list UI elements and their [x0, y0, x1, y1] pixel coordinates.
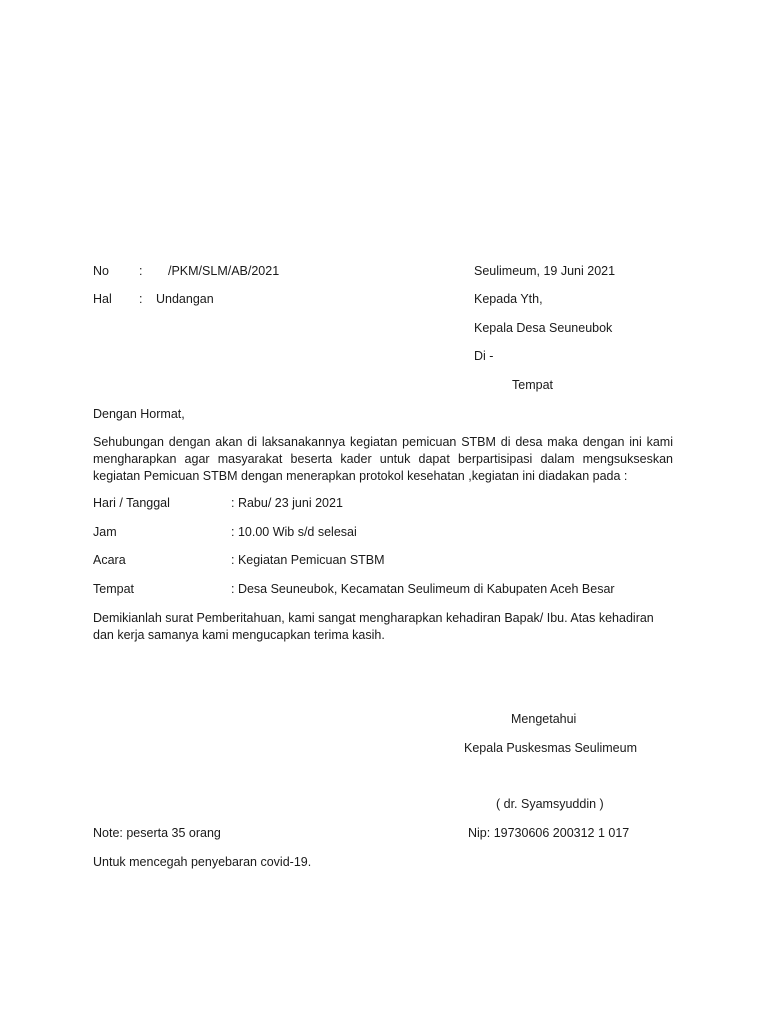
signature-nip: Nip: 19730606 200312 1 017: [468, 826, 630, 840]
letter-subject: Undangan: [156, 292, 214, 306]
detail-label-date: Hari / Tanggal: [93, 496, 170, 510]
number-colon: :: [139, 264, 143, 278]
signature-name: ( dr. Syamsyuddin ): [496, 797, 604, 811]
place-date: Seulimeum, 19 Juni 2021: [474, 264, 616, 278]
subject-colon: :: [139, 292, 143, 306]
detail-value-venue: : Desa Seuneubok, Kecamatan Seulimeum di Kabupaten Aceh Besar: [231, 582, 615, 596]
detail-label-time: Jam: [93, 525, 117, 539]
recipient-place: Tempat: [512, 378, 553, 392]
covid-note: Untuk mencegah penyebaran covid-19.: [93, 855, 312, 869]
signature-acknowledged: Mengetahui: [511, 712, 577, 726]
number-label: No: [93, 264, 109, 278]
recipient-di: Di -: [474, 349, 494, 363]
greeting: Dengan Hormat,: [93, 407, 185, 421]
detail-value-time: : 10.00 Wib s/d selesai: [231, 525, 357, 539]
subject-label: Hal: [93, 292, 112, 306]
participant-note: Note: peserta 35 orang: [93, 826, 221, 840]
recipient-salutation: Kepada Yth,: [474, 292, 543, 306]
intro-paragraph: Sehubungan dengan akan di laksanakannya kegiatan pemicuan STBM di desa maka dengan ini kami mengharapkan agar masyarakat beserta kader untuk dapat berpartisipasi dalam mengsukseskan kegiatan Pemicuan STBM dengan menerapkan protokol kesehatan ,kegiatan ini diadakan pada :: [93, 435, 673, 483]
detail-label-event: Acara: [93, 553, 126, 567]
detail-value-event: : Kegiatan Pemicuan STBM: [231, 553, 385, 567]
signature-position: Kepala Puskesmas Seulimeum: [464, 741, 637, 755]
detail-value-date: : Rabu/ 23 juni 2021: [231, 496, 343, 510]
letter-number: /PKM/SLM/AB/2021: [168, 264, 280, 278]
recipient-title: Kepala Desa Seuneubok: [474, 321, 613, 335]
closing-paragraph: Demikianlah surat Pemberitahuan, kami sangat mengharapkan kehadiran Bapak/ Ibu. Atas kehadiran dan kerja samanya kami mengucapkan terima kasih.: [93, 611, 654, 642]
detail-label-venue: Tempat: [93, 582, 134, 596]
